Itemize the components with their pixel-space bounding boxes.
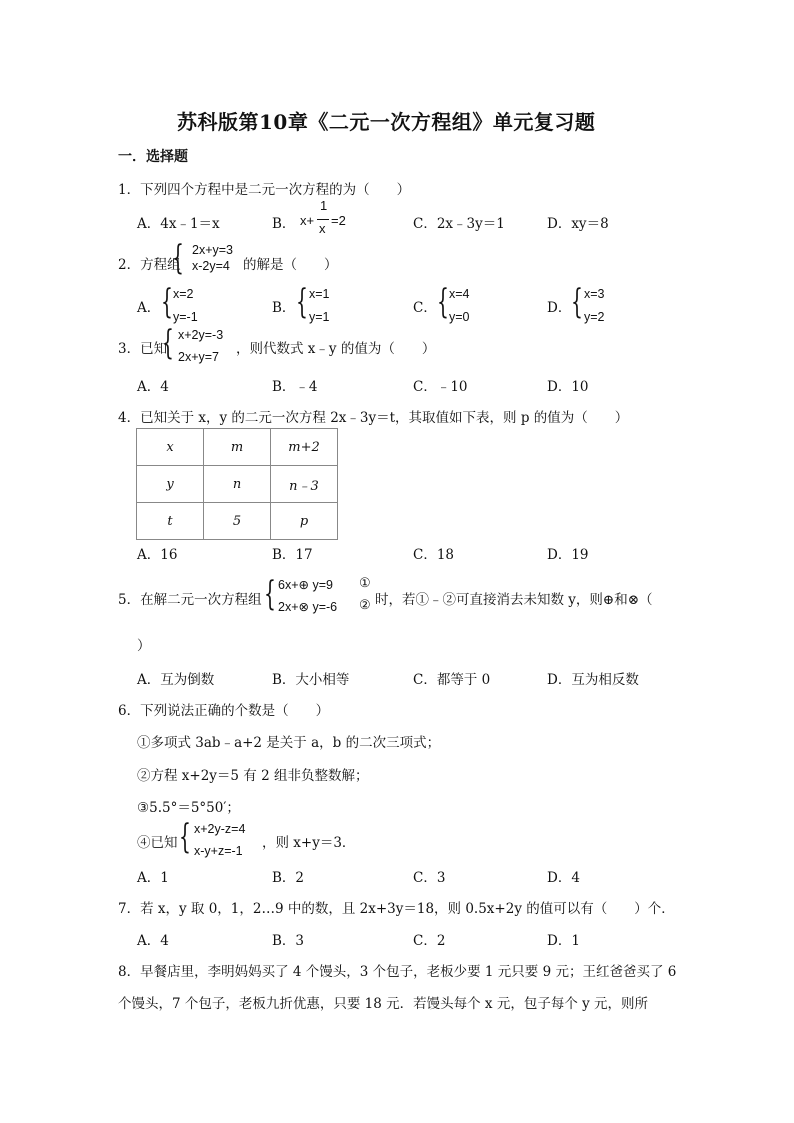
q2-option-c-label: C． [413,300,437,316]
table-cell: x [137,429,204,466]
q5-option-a: A．互为倒数 [137,672,215,688]
q2-option-c-x: x=4 [449,287,470,301]
q3-equation-2: 2x+y=7 [178,350,220,364]
q2-option-b-x: x=1 [309,287,330,301]
table-cell: p [271,503,338,540]
q5-equation-1: 6x+⊕ y=9 [278,578,333,592]
q6-equation-2: x-y+z=-1 [194,844,243,858]
table-row [137,466,338,503]
q2-equation-1: 2x+y=3 [192,243,234,257]
q4-option-a: A．16 [137,547,178,563]
q5-option-c: C．都等于 0 [413,672,491,688]
q5-label-2: ② [359,598,371,613]
q1-option-b-fraction-bar [317,219,329,220]
page-title: 苏科版第10章《二元一次方程组》单元复习题 [177,110,596,134]
q6-statement-2: ②方程 x+2y＝5 有 2 组非负整数解； [137,768,369,784]
q6-option-d: D．4 [547,870,580,886]
question-4-stem: 4．已知关于 x，y 的二元一次方程 2x﹣3y＝t，其取值如下表，则 p 的值为（ ） [118,410,629,426]
q1-option-b-numerator: 1 [320,198,328,213]
q1-option-c: C．2x﹣3y＝1 [413,216,505,232]
question-7-stem: 7．若 x，y 取 0，1，2…9 中的数，且 2x+3y＝18，则 0.5x+2y 的值可以有（ ）个． [118,901,675,917]
q7-option-a: A．4 [137,933,169,949]
q3-option-a: A．4 [137,379,169,395]
table-cell: n [204,466,271,503]
q3-system-brace: { [162,323,174,363]
q5-equation-2: 2x+⊗ y=-6 [278,600,338,614]
table-cell: m [204,429,271,466]
question-6-stem: 6．下列说法正确的个数是（ ） [118,703,330,719]
question-1-stem: 1．下列四个方程中是二元一次方程的为（ ） [118,182,411,198]
q2-option-d-brace: { [571,282,583,322]
table-row [137,429,338,466]
q1-option-b-left: x+ [300,213,315,228]
q3-equation-1: x+2y=-3 [178,328,224,342]
question-2-suffix: 的解是（ ） [243,257,338,273]
q6-option-b: B．2 [272,870,305,886]
q3-option-c: C．﹣10 [413,379,468,395]
q6-statement-3: ③5.5°＝5°50′； [137,800,240,816]
q4-option-b: B．17 [272,547,313,563]
section-heading: 一．选择题 [118,149,188,165]
q1-option-b-denominator: x [319,221,326,236]
q4-option-c: C．18 [413,547,455,563]
q2-option-d-x: x=3 [584,287,605,301]
q5-option-d: D．互为相反数 [547,672,639,688]
q2-option-b-label: B． [272,300,296,316]
question-2-prefix: 2．方程组 [118,257,181,273]
q5-system-brace: { [264,574,276,614]
q2-option-d-label: D． [547,300,572,316]
question-5-prefix: 5．在解二元一次方程组 [118,592,262,608]
q2-option-b-brace: { [296,282,308,322]
q2-option-a-y: y=-1 [173,310,198,324]
q2-option-c-y: y=0 [449,310,470,324]
q2-option-b-y: y=1 [309,310,330,324]
q2-option-d-y: y=2 [584,310,605,324]
table-row [137,503,338,540]
q5-option-b: B．大小相等 [272,672,350,688]
question-3-suffix: ，则代数式 x﹣y 的值为（ ） [236,341,436,357]
q6-option-c: C．3 [413,870,446,886]
q2-option-a-x: x=2 [173,287,194,301]
q2-system-brace: { [172,238,184,278]
q1-option-b-label: B． [272,216,296,232]
q6-system-brace: { [179,817,191,857]
q1-option-a: A．4x﹣1＝x [137,216,220,232]
q2-option-c-brace: { [437,282,449,322]
q4-value-table [136,428,338,540]
q7-option-d: D．1 [547,933,580,949]
q7-option-b: B．3 [272,933,305,949]
table-cell: y [137,466,204,503]
q5-label-1: ① [359,576,371,591]
table-cell: 5 [204,503,271,540]
q4-option-d: D．19 [547,547,589,563]
table-cell: m+2 [271,429,338,466]
q6-statement-4-prefix: ④已知 [137,835,178,851]
q3-option-b: B．﹣4 [272,379,318,395]
table-cell: t [137,503,204,540]
q6-statement-4-suffix: ，则 x+y＝3． [262,835,356,851]
q6-option-a: A．1 [137,870,169,886]
q2-option-a-label: A． [137,300,161,316]
table-cell: n﹣3 [271,466,338,503]
question-8-line-2: 个馒头，7 个包子，老板九折优惠，只要 18 元．若馒头每个 x 元，包子每个 y 元，则所 [118,996,649,1012]
q1-option-b-right: =2 [331,213,346,228]
question-8-line-1: 8．早餐店里，李明妈妈买了 4 个馒头，3 个包子，老板少要 1 元只要 9 元；王红爸爸买了 6 [118,964,677,980]
q3-option-d: D．10 [547,379,589,395]
question-5-continuation: ） [137,638,151,654]
question-3-prefix: 3．已知 [118,341,168,357]
q1-option-d: D．xy＝8 [547,216,609,232]
q7-option-c: C．2 [413,933,446,949]
q2-equation-2: x-2y=4 [192,259,230,273]
q6-statement-1: ①多项式 3ab﹣a+2 是关于 a，b 的二次三项式； [137,735,441,751]
q6-equation-1: x+2y-z=4 [194,822,246,836]
q2-option-a-brace: { [161,282,173,322]
question-5-suffix: 时，若①﹣②可直接消去未知数 y，则⊕和⊗（ [375,592,653,608]
